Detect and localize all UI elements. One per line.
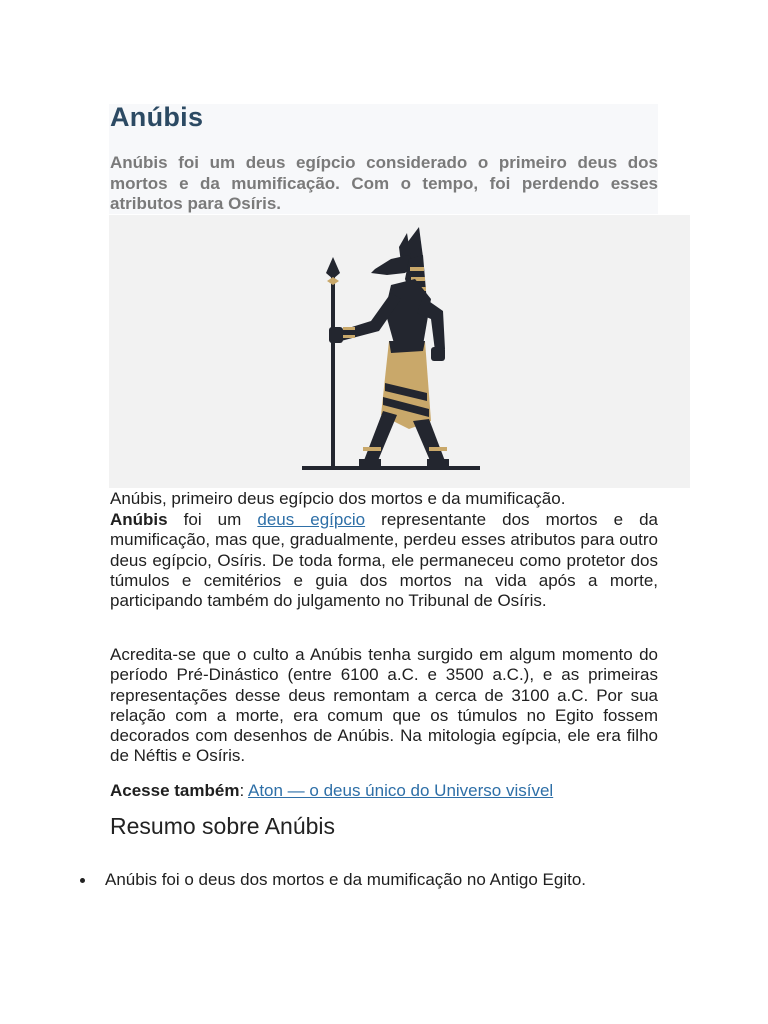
anklet [363,447,381,451]
paragraph-1 [110,510,658,611]
bracelet [343,327,355,330]
paragraph-1-pre: foi um [167,510,258,529]
staff-collar [327,277,339,285]
anubis-figure-icon [109,215,690,488]
figure-caption: Anúbis, primeiro deus egípcio dos mortos e da mumificação. [110,489,566,508]
headdress-stripe [410,267,424,271]
see-also [110,781,553,801]
leg-back [413,419,445,463]
link-aton[interactable]: Aton — o deus único do Universo visível [247,781,554,800]
anklet [429,447,447,451]
foot-back [427,459,449,467]
section-title: Resumo sobre Anúbis [110,813,336,839]
intro-text: Anúbis foi um deus egípcio considerado o primeiro deus dos mortos e da mumificação. Com o tempo, foi perdendo esses atributos para Osíris. [110,153,658,213]
summary-list [80,870,680,890]
anubis-illustration [109,215,690,488]
paragraph-2: Acredita-se que o culto a Anúbis tenha surgido em algum momento do período Pré-Dinástico (entre 6100 a.C. e 3500 a.C.), e as primeiras representações desse deus remontam a cerca de 3100 a.C. Por sua relação com a morte, era comum que os túmulos no Egito fossem decorados com desenhos de Anúbis. Na mitologia egípcia, ele era filho de Néftis e Osíris. [110,645,658,766]
bullet-icon [80,878,85,883]
list-item [80,870,680,890]
bracelet [343,335,355,338]
anubis-bold: Anúbis [110,510,168,529]
ground-line [302,466,480,470]
see-also-label: Acesse também [110,781,240,800]
staff-tip [326,257,340,279]
page-title: Anúbis [110,102,204,132]
belt [389,341,425,353]
paragraph-1-rest: representante dos mortos e da mumificação, mas que, gradualmente, perdeu esses atributos para outro deus egípcio, Osíris. De toda forma, ele permaneceu como protetor dos túmulos e cemitérios e guia dos mortos na vida após a morte, participando também do julgamento no Tribunal de Osíris. [110,510,659,611]
foot-front [359,459,381,467]
list-item-text: Anúbis foi o deus dos mortos e da mumificação no Antigo Egito. [105,870,586,889]
fist-back [431,347,445,361]
staff-shaft [331,277,335,469]
fist-front [329,327,343,343]
link-deus-egipcio[interactable]: deus egípcio [257,510,366,529]
leg-front [363,411,397,463]
see-also-separator: : [239,781,248,800]
